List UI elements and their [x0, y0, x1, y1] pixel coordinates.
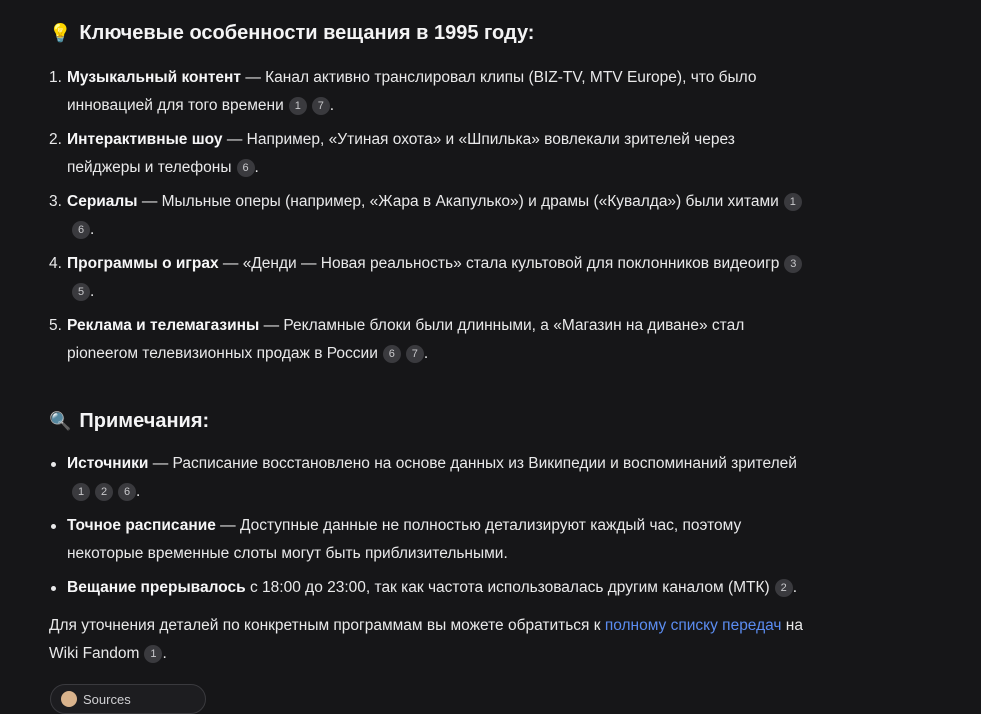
- item-bold-label: Сериалы: [67, 193, 138, 210]
- section-title: Примечания:: [79, 409, 210, 432]
- item-bold-label: Программы о играх: [67, 255, 219, 272]
- item-end: .: [90, 283, 95, 300]
- citation-badge[interactable]: 1: [72, 483, 90, 501]
- section-title: Ключевые особенности вещания в 1995 году:: [79, 21, 535, 44]
- footer-paragraph: [49, 612, 809, 668]
- item-text: — Канал активно транслировал клипы (BIZ-TV, MTV Europe), что было инновацией для того времени: [67, 69, 757, 114]
- item-bold-label: Музыкальный контент: [67, 69, 242, 86]
- magnifier-icon: 🔍: [49, 410, 72, 431]
- list-item: [49, 312, 809, 368]
- item-text: — Рекламные блоки были длинными, а «Магазин на диване» стал pioneerом телевизионных продаж в России: [67, 317, 745, 362]
- citation-badge[interactable]: 6: [383, 345, 401, 363]
- item-text: — Расписание восстановлено на основе данных из Википедии и воспоминаний зрителей: [148, 455, 797, 472]
- citation-badge[interactable]: 6: [72, 221, 90, 239]
- source-avatar-icon: [61, 691, 77, 707]
- citation-badge[interactable]: 2: [775, 579, 793, 597]
- item-bold-label: Реклама и телемагазины: [67, 317, 260, 334]
- sources-chip[interactable]: [50, 684, 206, 714]
- item-end: .: [136, 483, 141, 500]
- citation-badge[interactable]: 6: [237, 159, 255, 177]
- notes-list: [49, 450, 809, 602]
- item-text: — Доступные данные не полностью детализируют каждый час, поэтому некоторые временные слоты могут быть приблизительными.: [67, 517, 742, 562]
- list-item: [49, 126, 809, 182]
- item-end: .: [792, 579, 797, 596]
- citation-badge[interactable]: 7: [312, 97, 330, 115]
- item-end: .: [423, 345, 429, 362]
- item-text: с 18:00 до 23:00, так как частота использовалась другим каналом (МТК): [245, 579, 770, 596]
- list-item: [49, 574, 809, 602]
- item-end: .: [329, 97, 335, 114]
- item-number: 2.: [49, 131, 62, 148]
- lightbulb-icon: 💡: [49, 22, 72, 43]
- citation-badge[interactable]: 1: [144, 645, 162, 663]
- section-heading-notes: [49, 406, 809, 436]
- features-list: [49, 64, 809, 368]
- footer-text: Для уточнения деталей по конкретным программам вы можете обратиться к: [49, 617, 605, 634]
- item-end: .: [90, 221, 95, 238]
- item-bold-label: Вещание прерывалось: [67, 579, 246, 596]
- citation-badge[interactable]: 7: [406, 345, 424, 363]
- item-bold-label: Интерактивные шоу: [67, 131, 223, 148]
- citation-badge[interactable]: 1: [289, 97, 307, 115]
- list-item: [49, 450, 809, 506]
- citation-badge[interactable]: 3: [784, 255, 802, 273]
- footer-text-after: на Wiki Fandom: [49, 617, 803, 662]
- item-text: — «Денди — Новая реальность» стала культовой для поклонников видеоигр: [218, 255, 780, 272]
- citation-badge[interactable]: 1: [784, 193, 802, 211]
- citation-badge[interactable]: 6: [118, 483, 136, 501]
- item-bold-label: Источники: [67, 455, 149, 472]
- list-item: [49, 188, 809, 244]
- item-end: .: [254, 159, 259, 176]
- item-text: — Мыльные оперы (например, «Жара в Акапулько») и драмы («Кувалда») были хитами: [137, 193, 779, 210]
- bullet-dot: [51, 462, 56, 467]
- answer-content: [49, 18, 809, 668]
- list-item: [49, 250, 809, 306]
- citation-badge[interactable]: 5: [72, 283, 90, 301]
- item-number: 3.: [49, 193, 62, 210]
- item-number: 1.: [49, 69, 62, 86]
- bullet-dot: [51, 524, 56, 529]
- item-number: 4.: [49, 255, 62, 272]
- item-text: — Например, «Утиная охота» и «Шпилька» вовлекали зрителей через пейджеры и телефоны: [67, 131, 735, 176]
- sources-label: Sources: [83, 691, 131, 707]
- item-number: 5.: [49, 317, 62, 334]
- section-heading-features: [49, 18, 809, 48]
- item-bold-label: Точное расписание: [67, 517, 216, 534]
- wiki-list-link[interactable]: полному списку передач: [604, 617, 782, 634]
- citation-badge[interactable]: 2: [95, 483, 113, 501]
- footer-end: .: [162, 645, 167, 662]
- bullet-dot: [51, 586, 56, 591]
- list-item: [49, 512, 809, 568]
- list-item: [49, 64, 809, 120]
